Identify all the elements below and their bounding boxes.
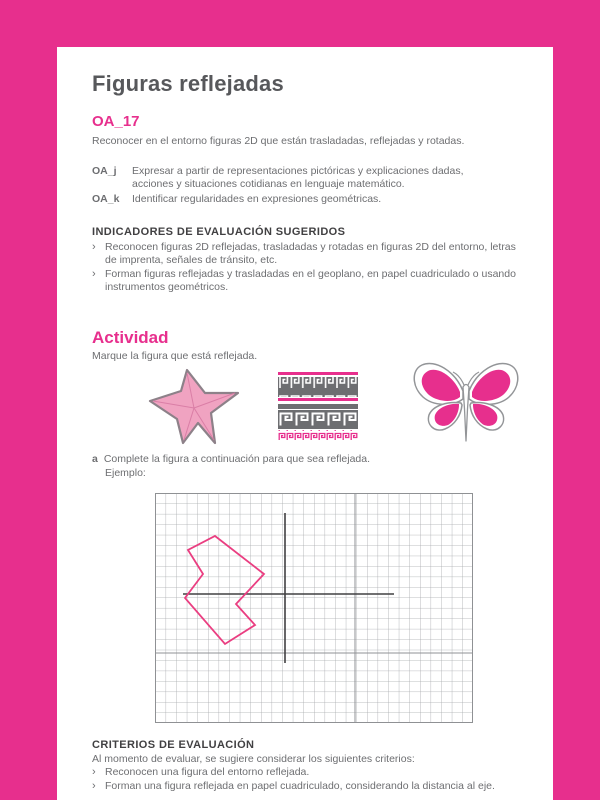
actividad-caption: Marque la figura que está reflejada. [92, 350, 258, 362]
starfish-figure[interactable] [145, 363, 245, 453]
greek-key-figure[interactable] [278, 372, 358, 440]
list-item [92, 241, 520, 267]
grid-figure[interactable] [155, 493, 473, 723]
bullet-icon: › [92, 780, 96, 792]
grid-paper-icon [155, 493, 473, 723]
indicadores-list [92, 241, 520, 295]
oa17-description: Reconocer en el entorno figuras 2D que están trasladadas, reflejadas y rotadas. [92, 135, 465, 147]
list-item [92, 780, 526, 793]
bullet-text: Forman una figura reflejada en papel cuadriculado, considerando la distancia al eje. [105, 780, 495, 792]
starfish-icon [145, 363, 245, 453]
item-a-text: Complete la figura a continuación para que sea reflejada. [103, 453, 371, 465]
oa-item-text: Expresar a partir de representaciones pictóricas y explicaciones dadas, acciones y situaciones cotidianas en lenguaje matemático. [132, 165, 464, 190]
item-a-instruction [92, 453, 522, 466]
bullet-icon: › [92, 268, 96, 280]
bullet-text: Forman figuras reflejadas y trasladadas en el geoplano, en papel cuadriculado o usando instrumentos geométricos. [105, 268, 516, 293]
criterios-intro: Al momento de evaluar, se sugiere considerar los siguientes criterios: [92, 753, 415, 765]
document-page [57, 47, 553, 800]
page-title: Figuras reflejadas [92, 71, 284, 96]
oa-item-j [92, 165, 517, 191]
oa-item-label: OA_j [92, 165, 117, 177]
butterfly-figure[interactable] [409, 357, 523, 443]
bullet-icon: › [92, 766, 96, 778]
criterios-heading: CRITERIOS DE EVALUACIÓN [92, 739, 255, 751]
example-label: Ejemplo: [105, 467, 146, 479]
oa17-heading: OA_17 [92, 113, 140, 130]
oa-item-k [92, 193, 517, 206]
greek-key-icon [278, 372, 358, 440]
bullet-text: Reconocen una figura del entorno reflejada. [105, 766, 310, 778]
criterios-list [92, 766, 526, 794]
item-a-label: a [92, 453, 98, 465]
butterfly-icon [409, 357, 523, 443]
bullet-text: Reconocen figuras 2D reflejadas, trasladadas y rotadas en figuras 2D del entorno, letras de imprenta, señales de tránsito, etc. [105, 241, 516, 266]
oa-item-text: Identificar regularidades en expresiones geométricas. [132, 193, 382, 205]
actividad-heading: Actividad [92, 328, 169, 347]
oa-items-list [92, 165, 517, 208]
list-item [92, 268, 520, 294]
indicadores-heading: INDICADORES DE EVALUACIÓN SUGERIDOS [92, 226, 346, 238]
bullet-icon: › [92, 241, 96, 253]
oa-item-label: OA_k [92, 193, 120, 205]
list-item [92, 766, 526, 779]
